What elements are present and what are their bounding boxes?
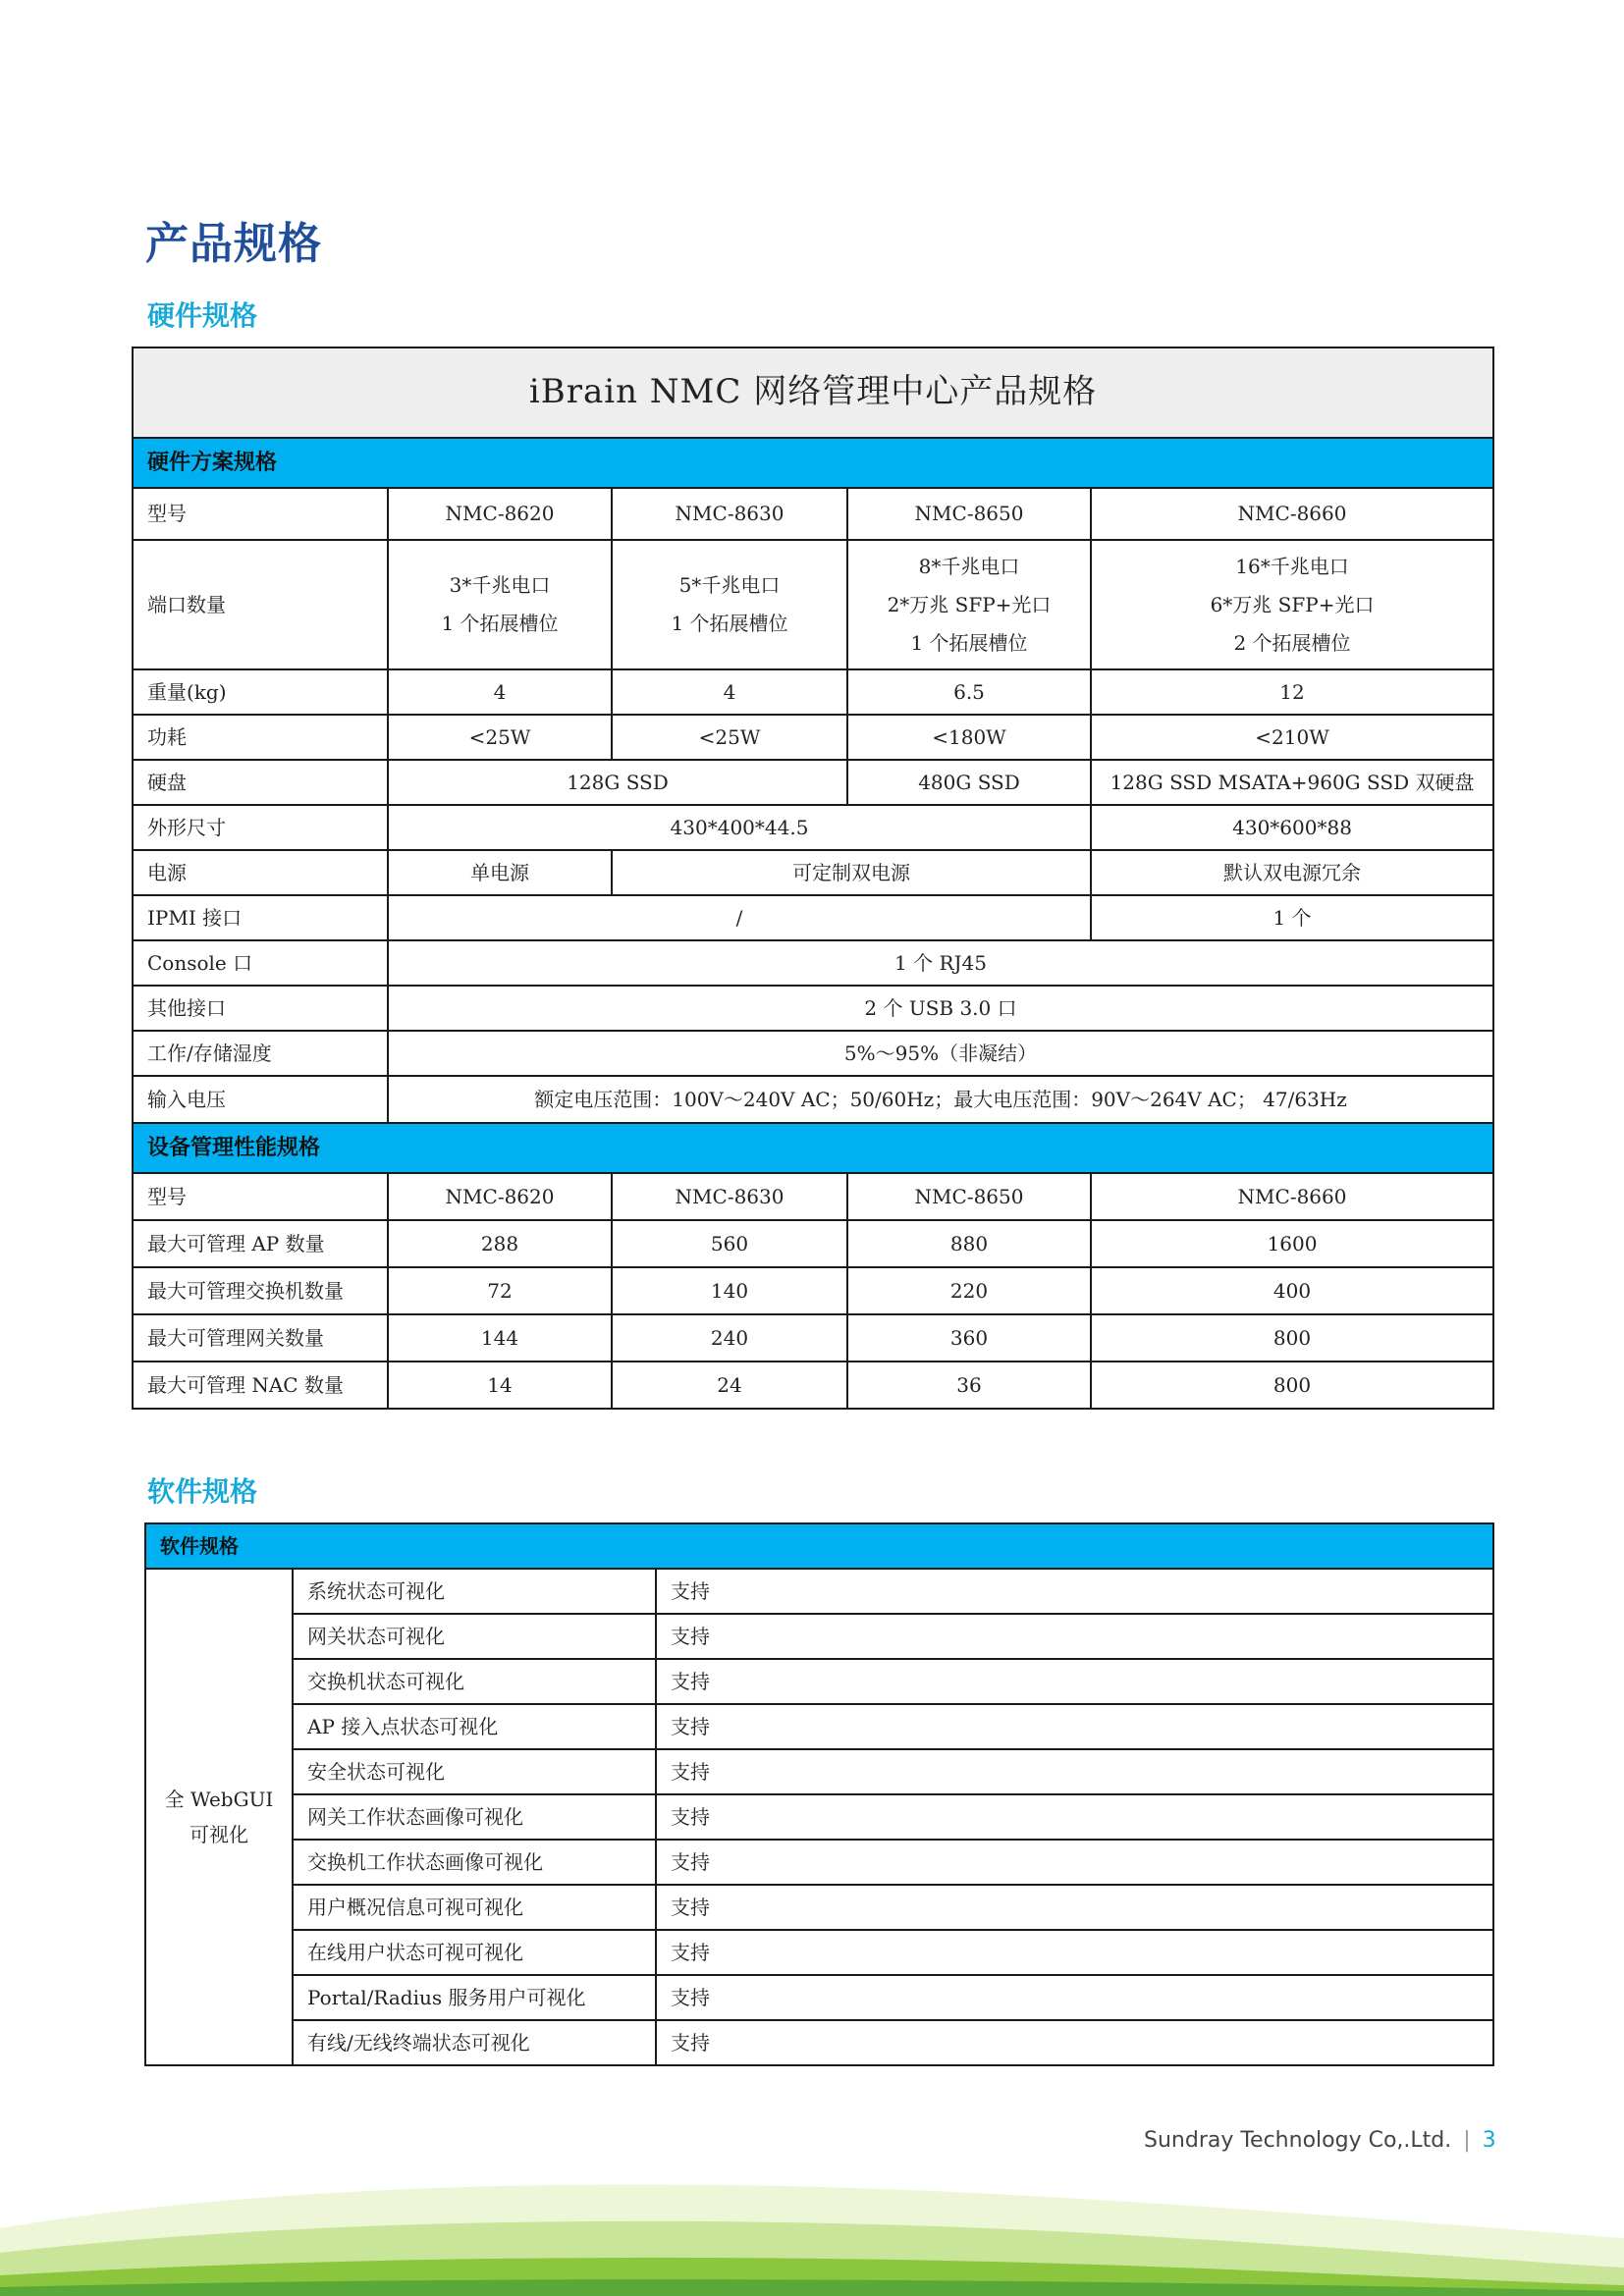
- table-cell: 144: [388, 1314, 612, 1362]
- feature-name: 交换机状态可视化: [293, 1659, 656, 1704]
- table-cell: NMC-8630: [612, 1173, 847, 1220]
- table-cell: 单电源: [388, 850, 612, 895]
- feature-value: 支持: [656, 1930, 1493, 1975]
- table-cell: 288: [388, 1220, 612, 1267]
- feature-value: 支持: [656, 1749, 1493, 1794]
- table-row: [133, 895, 1493, 940]
- table-cell: 12: [1091, 669, 1493, 715]
- row-label: 其他接口: [133, 986, 388, 1031]
- section-bar-performance: 设备管理性能规格: [133, 1123, 1493, 1173]
- group-label-line: 可视化: [189, 1823, 248, 1846]
- table-row: [133, 1314, 1493, 1362]
- row-label: 功耗: [133, 715, 388, 760]
- feature-value: 支持: [656, 1569, 1493, 1614]
- table-cell: <210W: [1091, 715, 1493, 760]
- feature-name: 网关工作状态画像可视化: [293, 1794, 656, 1840]
- table-cell: 140: [612, 1267, 847, 1314]
- table-cell: <180W: [847, 715, 1091, 760]
- cell-line: 1 个拓展槽位: [910, 630, 1028, 655]
- feature-value: 支持: [656, 1614, 1493, 1659]
- table-row: [133, 1076, 1493, 1123]
- table-row: [133, 940, 1493, 986]
- table-cell: 6.5: [847, 669, 1091, 715]
- table-cell: 430*600*88: [1091, 805, 1493, 850]
- table-cell: 可定制双电源: [612, 850, 1091, 895]
- table-row: [133, 760, 1493, 805]
- row-label: 硬盘: [133, 760, 388, 805]
- cell-line: 2 个拓展槽位: [1233, 630, 1351, 655]
- feature-value: 支持: [656, 2020, 1493, 2065]
- row-label: 型号: [133, 1173, 388, 1220]
- table-row: [133, 1362, 1493, 1409]
- table-cell: [847, 540, 1091, 669]
- table-cell: 1600: [1091, 1220, 1493, 1267]
- cell-line: 1 个拓展槽位: [441, 612, 559, 635]
- row-label: 电源: [133, 850, 388, 895]
- table-cell: NMC-8630: [612, 488, 847, 540]
- table-cell: [1091, 540, 1493, 669]
- table-cell: 2 个 USB 3.0 口: [388, 986, 1493, 1031]
- table-cell: 72: [388, 1267, 612, 1314]
- feature-name: Portal/Radius 服务用户可视化: [293, 1975, 656, 2020]
- table-row: [145, 1794, 1493, 1840]
- company-name: Sundray Technology Co,.Ltd.: [1144, 2128, 1452, 2153]
- row-label: 最大可管理网关数量: [133, 1314, 388, 1362]
- feature-name: 用户概况信息可视可视化: [293, 1885, 656, 1930]
- table-cell: NMC-8660: [1091, 488, 1493, 540]
- decorative-wave-background: [0, 2160, 1624, 2296]
- feature-name: 系统状态可视化: [293, 1569, 656, 1614]
- row-label: 重量(kg): [133, 669, 388, 715]
- table-cell: 560: [612, 1220, 847, 1267]
- table-cell: 128G SSD MSATA+960G SSD 双硬盘: [1091, 760, 1493, 805]
- feature-name: 交换机工作状态画像可视化: [293, 1840, 656, 1885]
- table-cell: NMC-8620: [388, 1173, 612, 1220]
- feature-name: 网关状态可视化: [293, 1614, 656, 1659]
- feature-name: 有线/无线终端状态可视化: [293, 2020, 656, 2065]
- row-label: 端口数量: [133, 540, 388, 669]
- row-label: 输入电压: [133, 1076, 388, 1123]
- table-row: [133, 488, 1493, 540]
- group-label: [145, 1569, 293, 2065]
- table-row: [133, 850, 1493, 895]
- table-title: iBrain NMC 网络管理中心产品规格: [133, 347, 1493, 438]
- table-cell: <25W: [612, 715, 847, 760]
- row-label: 最大可管理 NAC 数量: [133, 1362, 388, 1409]
- table-row: [133, 1220, 1493, 1267]
- table-cell: NMC-8650: [847, 1173, 1091, 1220]
- table-cell: 800: [1091, 1314, 1493, 1362]
- table-cell: 128G SSD: [388, 760, 847, 805]
- feature-value: 支持: [656, 1794, 1493, 1840]
- cell-line: 6*万兆 SFP+光口: [1210, 592, 1375, 616]
- table-row: [133, 669, 1493, 715]
- feature-name: AP 接入点状态可视化: [293, 1704, 656, 1749]
- table-row: [133, 1173, 1493, 1220]
- cell-line: 5*千兆电口: [678, 573, 781, 597]
- cell-line: 16*千兆电口: [1235, 554, 1349, 578]
- feature-name: 在线用户状态可视可视化: [293, 1930, 656, 1975]
- feature-value: 支持: [656, 1704, 1493, 1749]
- table-row: [133, 805, 1493, 850]
- section-bar-hardware: 硬件方案规格: [133, 438, 1493, 488]
- table-row: [145, 1930, 1493, 1975]
- table-row: [145, 2020, 1493, 2065]
- table-cell: 24: [612, 1362, 847, 1409]
- table-cell: 430*400*44.5: [388, 805, 1091, 850]
- feature-value: 支持: [656, 1659, 1493, 1704]
- table-row: [133, 1031, 1493, 1076]
- table-row: [145, 1614, 1493, 1659]
- table-cell: 800: [1091, 1362, 1493, 1409]
- table-cell: NMC-8650: [847, 488, 1091, 540]
- table-cell: 36: [847, 1362, 1091, 1409]
- table-cell: 默认双电源冗余: [1091, 850, 1493, 895]
- feature-value: 支持: [656, 1885, 1493, 1930]
- row-label: 型号: [133, 488, 388, 540]
- table-cell: 4: [612, 669, 847, 715]
- row-label: Console 口: [133, 940, 388, 986]
- table-cell: NMC-8620: [388, 488, 612, 540]
- table-row: [145, 1569, 1493, 1614]
- table-cell: 360: [847, 1314, 1091, 1362]
- feature-value: 支持: [656, 1975, 1493, 2020]
- table-row: [145, 1659, 1493, 1704]
- footer-divider: |: [1463, 2128, 1471, 2153]
- table-cell: 1 个: [1091, 895, 1493, 940]
- cell-line: 3*千兆电口: [449, 573, 551, 597]
- table-cell: 14: [388, 1362, 612, 1409]
- table-cell: /: [388, 895, 1091, 940]
- table-cell: 1 个 RJ45: [388, 940, 1493, 986]
- group-label-line: 全 WebGUI: [164, 1788, 274, 1811]
- hardware-spec-table: [132, 347, 1494, 1410]
- row-label: 工作/存储湿度: [133, 1031, 388, 1076]
- page-number: 3: [1482, 2128, 1496, 2153]
- table-row: [133, 715, 1493, 760]
- table-row: [133, 986, 1493, 1031]
- table-cell: 5%～95%（非凝结）: [388, 1031, 1493, 1076]
- section-bar-software: 软件规格: [145, 1523, 1493, 1569]
- row-label: IPMI 接口: [133, 895, 388, 940]
- table-cell: 400: [1091, 1267, 1493, 1314]
- feature-value: 支持: [656, 1840, 1493, 1885]
- cell-line: 8*千兆电口: [918, 554, 1020, 578]
- table-cell: 880: [847, 1220, 1091, 1267]
- table-row: [145, 1975, 1493, 2020]
- hardware-section-title: 硬件规格: [147, 299, 258, 332]
- table-row: [133, 540, 1493, 669]
- table-cell: 额定电压范围：100V～240V AC；50/60Hz；最大电压范围：90V～264V AC； 47/63Hz: [388, 1076, 1493, 1123]
- row-label: 外形尺寸: [133, 805, 388, 850]
- table-row: [145, 1749, 1493, 1794]
- table-row: [145, 1704, 1493, 1749]
- table-cell: 220: [847, 1267, 1091, 1314]
- table-cell: [388, 540, 612, 669]
- table-cell: 4: [388, 669, 612, 715]
- table-cell: 240: [612, 1314, 847, 1362]
- table-row: [145, 1840, 1493, 1885]
- row-label: 最大可管理 AP 数量: [133, 1220, 388, 1267]
- row-label: 最大可管理交换机数量: [133, 1267, 388, 1314]
- table-cell: <25W: [388, 715, 612, 760]
- cell-line: 2*万兆 SFP+光口: [887, 592, 1052, 616]
- table-row: [145, 1885, 1493, 1930]
- feature-name: 安全状态可视化: [293, 1749, 656, 1794]
- cell-line: 1 个拓展槽位: [671, 612, 788, 635]
- page-title: 产品规格: [145, 219, 322, 269]
- table-cell: [612, 540, 847, 669]
- software-spec-table: [144, 1522, 1494, 2066]
- software-section-title: 软件规格: [147, 1475, 258, 1508]
- page-footer: [1144, 2128, 1496, 2153]
- table-row: [133, 1267, 1493, 1314]
- table-cell: NMC-8660: [1091, 1173, 1493, 1220]
- table-cell: 480G SSD: [847, 760, 1091, 805]
